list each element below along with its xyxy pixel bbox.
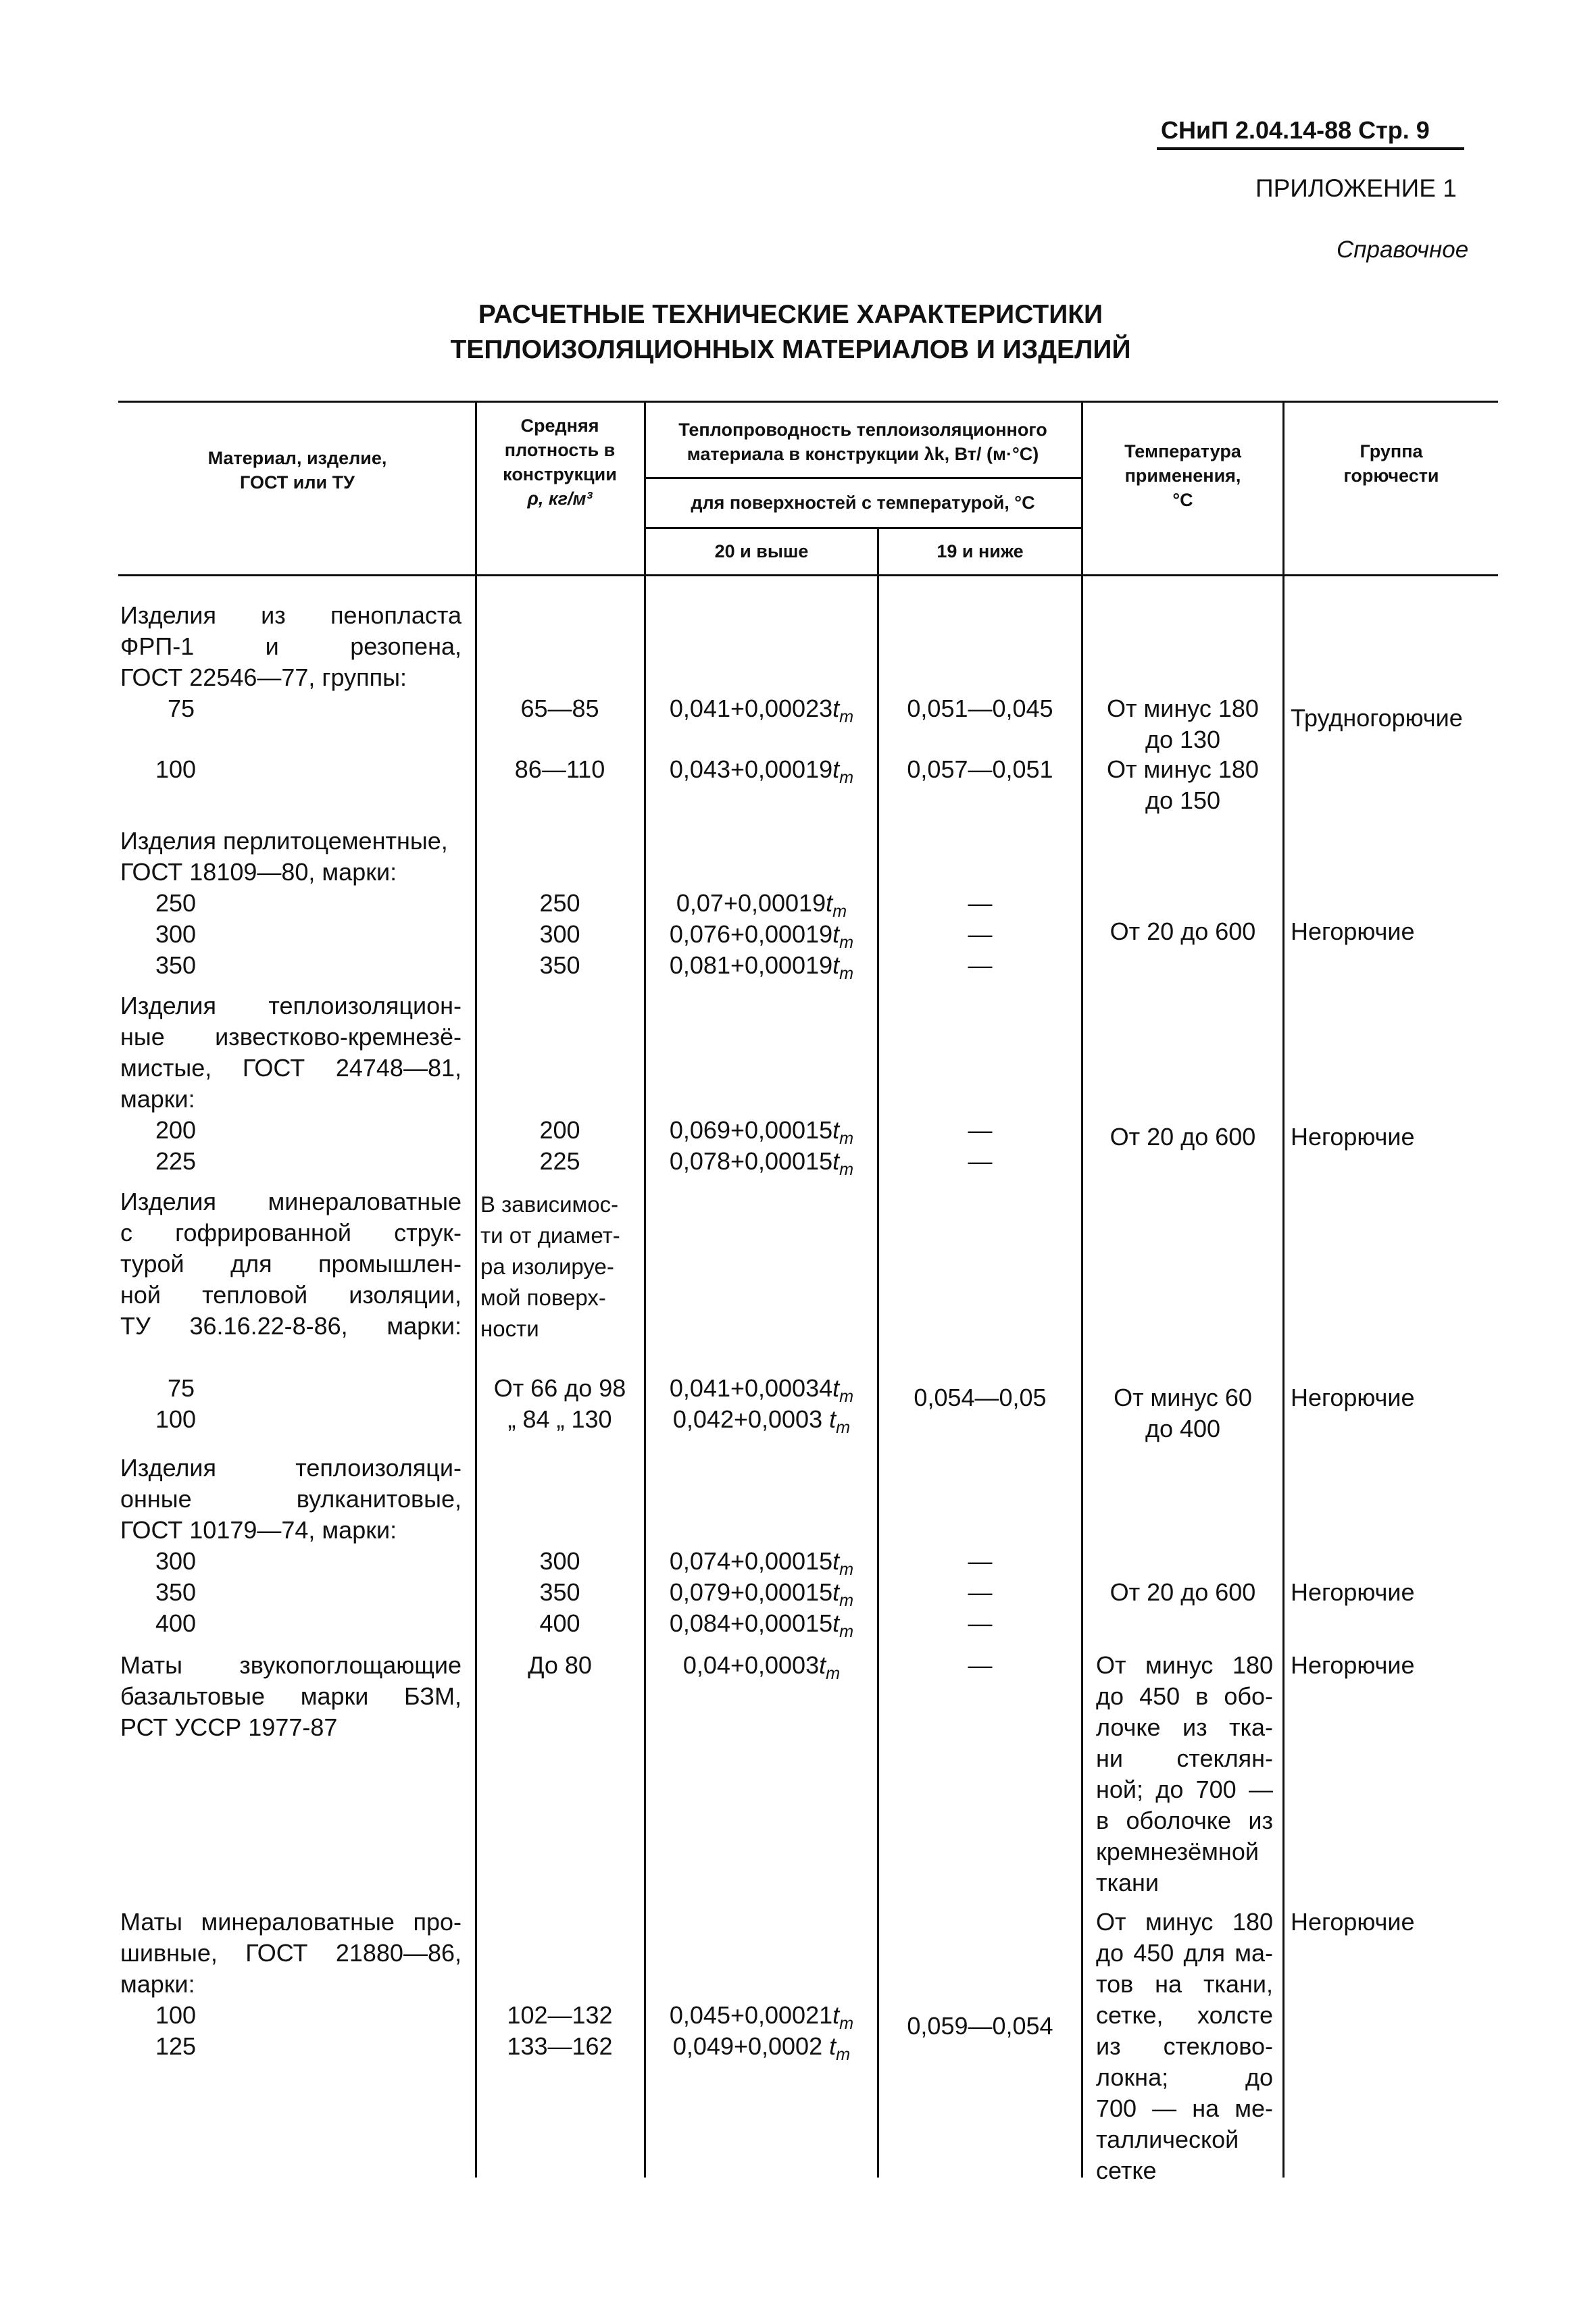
temp-line: лочке из тка- xyxy=(1096,1713,1273,1741)
col-divider-5 xyxy=(1282,401,1285,2178)
tm-symbol: t xyxy=(832,2001,840,2029)
conductivity-low: — xyxy=(968,1578,993,1606)
application-temp: От 20 до 600 xyxy=(1109,917,1256,945)
temp-line: таллической xyxy=(1096,2126,1239,2153)
density-value: 102—132 xyxy=(507,2001,613,2029)
density-value: 200 xyxy=(539,1116,580,1144)
col-header-application-temp xyxy=(1083,439,1282,512)
temp-line: из стеклово- xyxy=(1096,2032,1273,2060)
grade-label: 300 xyxy=(155,920,197,948)
grade-label: 100 xyxy=(155,755,197,783)
temp-line: в оболочке из xyxy=(1096,1807,1273,1834)
grade-label: 350 xyxy=(155,951,197,979)
conductivity-low: 0,054—0,05 xyxy=(914,1384,1047,1411)
temp-line: От минус 180 xyxy=(1107,695,1259,722)
conductivity-high xyxy=(646,1404,877,1443)
tm-subscript: m xyxy=(839,1591,854,1611)
material-line: Изделия минераловатные xyxy=(120,1188,462,1215)
conductivity-low: — xyxy=(968,889,993,917)
conductivity-low: — xyxy=(968,1147,993,1175)
material-line: ГОСТ 22546—77, группы: xyxy=(120,663,407,691)
density-value: От 66 до 98 xyxy=(493,1374,626,1402)
page-title xyxy=(203,297,1378,368)
tm-symbol: t xyxy=(832,1116,840,1144)
conductivity-formula: 0,079+0,00015 xyxy=(669,1578,833,1606)
temp-line: От минус 180 xyxy=(1096,1908,1273,1936)
conductivity-formula: 0,041+0,00034 xyxy=(669,1374,833,1402)
temp-line: сетке xyxy=(1096,2157,1157,2184)
material-line: с гофрированной струк- xyxy=(120,1219,462,1247)
material-line: Изделия перлитоцементные, xyxy=(120,827,448,855)
conductivity-sub-rule xyxy=(644,477,1082,479)
grade-label: 350 xyxy=(155,1578,197,1606)
reference-note: Справочное xyxy=(1337,236,1469,263)
title-line-1: РАСЧЕТНЫЕ ТЕХНИЧЕСКИЕ ХАРАКТЕРИСТИКИ xyxy=(478,300,1103,329)
tm-subscript: m xyxy=(836,1418,851,1438)
col-header-19-and-below: 19 и ниже xyxy=(937,541,1024,561)
col-header-density-l3: конструкции xyxy=(503,464,617,484)
tm-subscript: m xyxy=(839,964,854,984)
flammability-group: Негорючие xyxy=(1291,1384,1415,1411)
density-value: 300 xyxy=(539,1547,580,1575)
grade-label: 75 xyxy=(168,695,195,722)
temp-line: От минус 180 xyxy=(1096,1651,1273,1679)
material-line: онные вулканитовые, xyxy=(120,1485,462,1513)
header-underline xyxy=(1157,147,1464,150)
col-header-density xyxy=(477,413,643,511)
conductivity-low: — xyxy=(968,920,993,948)
density-value: 250 xyxy=(539,889,580,917)
material-line: ные известково-кремнезё- xyxy=(120,1023,462,1051)
density-note xyxy=(480,1189,620,1344)
tm-symbol: t xyxy=(832,1609,840,1637)
density-value: 86—110 xyxy=(514,755,605,783)
flammability-group: Негорючие xyxy=(1291,917,1415,945)
grade-label: 75 xyxy=(168,1374,195,1402)
tm-symbol: t xyxy=(829,1405,837,1433)
tm-subscript: m xyxy=(826,1664,841,1684)
appendix-label: ПРИЛОЖЕНИЕ 1 xyxy=(1255,174,1457,202)
application-temp xyxy=(1083,1382,1282,1444)
density-value: До 80 xyxy=(528,1651,592,1679)
flammability-group: Негорючие xyxy=(1291,1651,1415,1679)
density-note-line: ра изолируе- xyxy=(480,1254,614,1279)
col-header-material xyxy=(122,446,473,495)
document-reference: СНиП 2.04.14-88 Стр. 9 xyxy=(1161,116,1430,144)
grade-label: 100 xyxy=(155,1405,197,1433)
tm-subscript: m xyxy=(839,1387,854,1407)
conductivity-low: — xyxy=(968,1609,993,1637)
conductivity-formula: 0,078+0,00015 xyxy=(669,1147,833,1175)
material-line: шивные, ГОСТ 21880—86, xyxy=(120,1939,462,1967)
density-value: 133—162 xyxy=(507,2032,613,2060)
temp-line: до 450 для ма- xyxy=(1096,1939,1273,1967)
tm-subscript: m xyxy=(839,768,854,788)
material-line: ГОСТ 18109—80, марки: xyxy=(120,858,397,886)
conductivity-low: 0,059—0,054 xyxy=(907,2012,1053,2040)
conductivity-high xyxy=(646,1608,877,1647)
col-header-temp-l2: применения, xyxy=(1124,466,1241,486)
grade-label: 100 xyxy=(155,2001,197,2029)
grade-label: 400 xyxy=(155,1609,197,1637)
material-line: Изделия теплоизоляцион- xyxy=(120,992,462,1020)
conductivity-low: — xyxy=(968,1651,993,1679)
temp-line: 700 — на ме- xyxy=(1096,2094,1273,2122)
tm-subscript: m xyxy=(839,1129,854,1149)
conductivity-high xyxy=(646,1650,877,1689)
tm-subscript: m xyxy=(839,707,854,727)
application-temp xyxy=(1096,1650,1273,1867)
conductivity-low: — xyxy=(968,1116,993,1144)
tm-subscript: m xyxy=(832,902,847,922)
temp-line: до 450 в обо- xyxy=(1096,1682,1273,1710)
material-line: базальтовые марки БЗМ, xyxy=(120,1682,462,1710)
conductivity-formula: 0,042+0,0003 xyxy=(672,1405,830,1433)
material-line: Изделия из пенопласта xyxy=(120,601,462,629)
conductivity-formula: 0,069+0,00015 xyxy=(669,1116,833,1144)
tm-symbol: t xyxy=(832,920,840,948)
density-value: 400 xyxy=(539,1609,580,1637)
tm-symbol: t xyxy=(819,1651,826,1679)
conductivity-formula: 0,07+0,00019 xyxy=(676,889,826,917)
density-value: 65—85 xyxy=(520,695,599,722)
density-value: 300 xyxy=(539,920,580,948)
col-header-conductivity xyxy=(646,418,1080,466)
tm-symbol: t xyxy=(829,2032,837,2060)
temp-line: до 400 xyxy=(1145,1415,1221,1442)
tm-symbol: t xyxy=(832,1147,840,1175)
material-line: ФРП-1 и резопена, xyxy=(120,632,462,660)
tm-symbol: t xyxy=(832,951,840,979)
temp-line: ной; до 700 — xyxy=(1096,1776,1273,1803)
temp-line: сетке, холсте xyxy=(1096,2001,1273,2029)
col-divider-4 xyxy=(1081,401,1083,2178)
temp-line: От минус 60 xyxy=(1114,1384,1252,1411)
header-bottom-rule xyxy=(118,574,1498,576)
temp-line: до 150 xyxy=(1145,786,1221,814)
conductivity-high xyxy=(646,754,877,793)
tm-symbol: t xyxy=(832,695,840,722)
conductivity-formula: 0,074+0,00015 xyxy=(669,1547,833,1575)
temp-line: до 130 xyxy=(1145,726,1221,753)
title-line-2: ТЕПЛОИЗОЛЯЦИОННЫХ МАТЕРИАЛОВ И ИЗДЕЛИЙ xyxy=(450,335,1131,364)
material-line: Изделия теплоизоляци- xyxy=(120,1454,462,1482)
flammability-group: Негорючие xyxy=(1291,1578,1415,1606)
material-line: марки: xyxy=(120,1085,195,1113)
application-temp: От 20 до 600 xyxy=(1109,1123,1256,1151)
col-header-surface-temp: для поверхностей с температурой, °С xyxy=(691,493,1035,513)
material-name xyxy=(120,600,462,662)
material-line: ТУ 36.16.22-8-86, марки: xyxy=(120,1312,462,1340)
conductivity-low: — xyxy=(968,1547,993,1575)
col-header-group-l2: горючести xyxy=(1343,466,1439,486)
col-header-material-l2: ГОСТ или ТУ xyxy=(240,472,355,493)
col-header-density-l2: плотность в xyxy=(504,440,616,460)
conductivity-formula: 0,045+0,00021 xyxy=(669,2001,833,2029)
material-line: мистые, ГОСТ 24748—81, xyxy=(120,1054,462,1082)
col-header-density-l4: ρ, кг/м³ xyxy=(527,488,593,509)
material-line: ной тепловой изоляции, xyxy=(120,1281,462,1309)
col-header-20-and-above: 20 и выше xyxy=(714,541,809,561)
temp-line: От минус 180 xyxy=(1107,755,1259,783)
application-temp: От 20 до 600 xyxy=(1109,1578,1256,1606)
temp-line: кремнезёмной xyxy=(1096,1838,1259,1865)
col-header-conductivity-l2: материала в конструкции λk, Вт/ (м·°С) xyxy=(687,444,1039,464)
conductivity-high xyxy=(646,693,877,732)
col-header-temp-l1: Температура xyxy=(1124,441,1241,461)
material-name xyxy=(120,1453,462,1515)
tm-subscript: m xyxy=(839,1160,854,1180)
col-header-group-l1: Группа xyxy=(1360,441,1423,461)
material-name xyxy=(120,990,462,1084)
col-divider-1 xyxy=(475,401,477,2178)
density-value: 350 xyxy=(539,1578,580,1606)
grade-label: 250 xyxy=(155,889,197,917)
density-value: 350 xyxy=(539,951,580,979)
temp-line: ни стеклян- xyxy=(1096,1744,1273,1772)
tm-subscript: m xyxy=(839,933,854,953)
conductivity-formula: 0,084+0,00015 xyxy=(669,1609,833,1637)
temp-line: локна; до xyxy=(1096,2063,1273,2091)
surface-sub-rule xyxy=(644,527,1082,529)
col-header-conductivity-l1: Теплопроводность теплоизоляционного xyxy=(678,420,1047,440)
col-header-temp-l3: °С xyxy=(1172,490,1193,510)
density-value: „ 84 „ 130 xyxy=(507,1405,612,1433)
grade-label: 125 xyxy=(155,2032,197,2060)
tm-symbol: t xyxy=(832,755,840,783)
conductivity-high xyxy=(646,1146,877,1185)
tm-symbol: t xyxy=(832,1547,840,1575)
grade-label: 300 xyxy=(155,1547,197,1575)
conductivity-low: 0,057—0,051 xyxy=(907,755,1053,783)
flammability-group: Негорючие xyxy=(1291,1123,1415,1151)
application-temp xyxy=(1083,754,1282,816)
density-note-line: В зависимос- xyxy=(480,1192,619,1217)
flammability-group: Негорючие xyxy=(1291,1908,1415,1936)
conductivity-formula: 0,076+0,00019 xyxy=(669,920,833,948)
col-header-material-l1: Материал, изделие, xyxy=(207,448,387,468)
conductivity-formula: 0,049+0,0002 xyxy=(672,2032,830,2060)
tm-symbol: t xyxy=(832,1374,840,1402)
conductivity-low: 0,051—0,045 xyxy=(907,695,1053,722)
material-name xyxy=(120,1907,462,1969)
grade-label: 225 xyxy=(155,1147,197,1175)
col-header-flammability-group xyxy=(1285,439,1498,488)
temp-line: ткани xyxy=(1096,1869,1159,1896)
material-line: ГОСТ 10179—74, марки: xyxy=(120,1516,397,1544)
temp-line: тов на ткани, xyxy=(1096,1970,1273,1998)
material-name xyxy=(120,1186,462,1342)
grade-label: 200 xyxy=(155,1116,197,1144)
conductivity-formula: 0,04+0,0003 xyxy=(682,1651,820,1679)
conductivity-high xyxy=(646,950,877,989)
tm-subscript: m xyxy=(839,1622,854,1642)
material-line: Маты звукопоглощающие xyxy=(120,1651,462,1679)
tm-symbol: t xyxy=(832,1578,840,1606)
tm-subscript: m xyxy=(839,1560,854,1580)
tm-subscript: m xyxy=(839,2014,854,2034)
material-name xyxy=(120,1650,462,1712)
conductivity-formula: 0,043+0,00019 xyxy=(669,755,833,783)
tm-subscript: m xyxy=(836,2045,851,2065)
conductivity-formula: 0,041+0,00023 xyxy=(669,695,833,722)
density-note-line: ности xyxy=(480,1316,539,1341)
table-top-rule xyxy=(118,401,1498,403)
application-temp xyxy=(1083,693,1282,755)
col-header-density-l1: Средняя xyxy=(520,416,599,436)
material-line: марки: xyxy=(120,1970,195,1998)
conductivity-high xyxy=(646,2031,877,2070)
density-note-line: мой поверх- xyxy=(480,1285,606,1310)
material-line: турой для промышлен- xyxy=(120,1250,462,1278)
conductivity-low: — xyxy=(968,951,993,979)
density-note-line: ти от диамет- xyxy=(480,1223,620,1248)
material-line: Маты минераловатные про- xyxy=(120,1908,462,1936)
conductivity-formula: 0,081+0,00019 xyxy=(669,951,833,979)
density-value: 225 xyxy=(539,1147,580,1175)
flammability-group: Трудногорючие xyxy=(1291,704,1463,732)
col-divider-2 xyxy=(644,401,646,2178)
tm-symbol: t xyxy=(826,889,833,917)
application-temp xyxy=(1096,1907,1273,2155)
material-line: РСТ УССР 1977-87 xyxy=(120,1713,338,1741)
